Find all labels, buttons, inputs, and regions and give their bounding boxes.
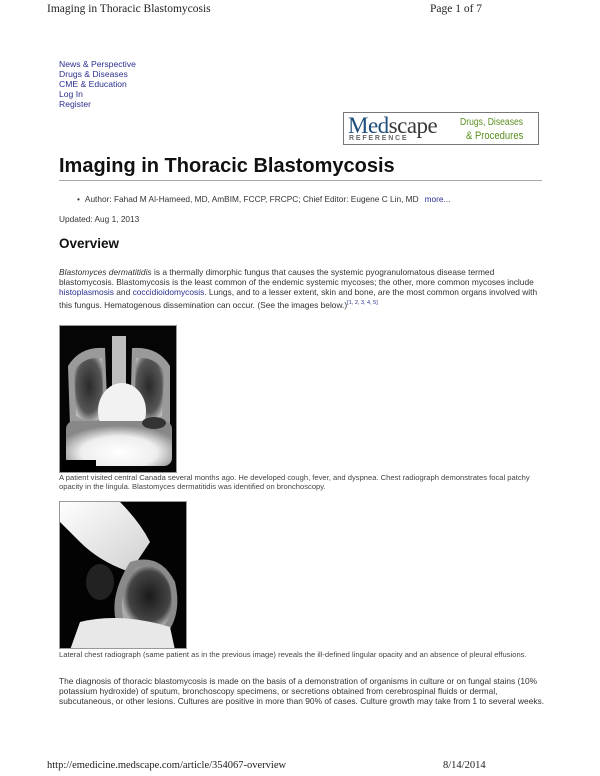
overview-text-c: . Lungs, and to a lesser extent, skin and bone, are the most common organs involved with this fungus. Hematogenous dissemination can occur. (See the images below.) xyxy=(59,287,538,310)
print-footer-url: http://emedicine.medscape.com/article/354067-overview xyxy=(47,760,287,771)
print-footer-date: 8/14/2014 xyxy=(443,760,486,771)
species-name: Blastomyces dermatitidis xyxy=(59,267,152,277)
reference-links[interactable]: [1, 2, 3, 4, 5] xyxy=(347,299,378,306)
section-title-overview: Overview xyxy=(59,236,120,251)
nav-link-register[interactable]: Register xyxy=(59,99,91,109)
link-histoplasmosis[interactable]: histoplasmosis xyxy=(59,287,114,298)
logo-wordmark xyxy=(348,115,437,137)
figure-2-caption: Lateral chest radiograph (same patient as in the previous image) reveals the ill-defined lingular opacity and an absence of pleural effusions. xyxy=(59,650,527,659)
nav-link-news-perspective[interactable]: News & Perspective xyxy=(59,59,136,69)
logo-scape: scape xyxy=(388,113,438,138)
nav-link-drugs-diseases[interactable]: Drugs & Diseases xyxy=(59,69,128,79)
more-authors-link[interactable]: more... xyxy=(424,194,451,204)
print-header xyxy=(0,3,600,19)
author-text: Author: Fahad M Al-Hameed, MD, AmBIM, FCCP, FRCPC; Chief Editor: Eugene C Lin, MD xyxy=(84,194,419,204)
logo-subbrand: REFERENCE xyxy=(349,135,409,142)
author-line xyxy=(77,194,450,204)
top-nav xyxy=(59,59,136,109)
nav-link-log-in[interactable]: Log In xyxy=(59,89,83,99)
link-coccidioidomycosis[interactable]: coccidioidomycosis xyxy=(132,287,205,298)
medscape-reference-logo[interactable] xyxy=(343,112,539,145)
overview-text-a: is a thermally dimorphic fungus that causes the systemic pyogranulomatous disease termed blastomycosis. Blastomycosis is the least common of the endemic systemic mycoses; the other, more common mycoses include xyxy=(59,267,534,288)
updated-date: Updated: Aug 1, 2013 xyxy=(59,214,140,224)
figure-1-caption: A patient visited central Canada several months ago. He developed cough, fever, and dyspnea. Chest radiograph demonstrates focal patchy opacity in the lingula. Blastomyces dermatitidis was identified on bronchoscopy. xyxy=(59,473,530,492)
page-title: Imaging in Thoracic Blastomycosis xyxy=(59,155,395,177)
diagnosis-paragraph: The diagnosis of thoracic blastomycosis is made on the basis of a demonstration of organisms in culture or on fungal stains (10% potassium hydroxide) of sputum, bronchoscopy specimens, or secretions obtained from cerebrospinal fluids or dermal, subcutaneous, or other lesions. Cultures are positive in more than 90% of cases. Culture growth may take from 1 to several weeks. xyxy=(59,676,545,707)
xray-frontal-image xyxy=(60,326,177,473)
nav-link-cme-education[interactable]: CME & Education xyxy=(59,79,127,89)
chest-radiograph-lateral[interactable] xyxy=(59,501,187,649)
print-footer xyxy=(0,760,600,774)
print-header-title: Imaging in Thoracic Blastomycosis xyxy=(47,3,211,15)
print-header-page-number: Page 1 of 7 xyxy=(430,3,483,15)
overview-paragraph xyxy=(59,267,549,310)
title-divider xyxy=(59,180,542,181)
logo-med: Med xyxy=(348,113,389,138)
chest-radiograph-frontal[interactable] xyxy=(59,325,177,473)
xray-lateral-image xyxy=(60,502,187,649)
logo-tagline-2: & Procedures xyxy=(466,130,524,142)
logo-tagline-1: Drugs, Diseases xyxy=(460,117,524,128)
bullet-icon: • xyxy=(77,194,80,204)
overview-text-b: and xyxy=(113,287,133,298)
